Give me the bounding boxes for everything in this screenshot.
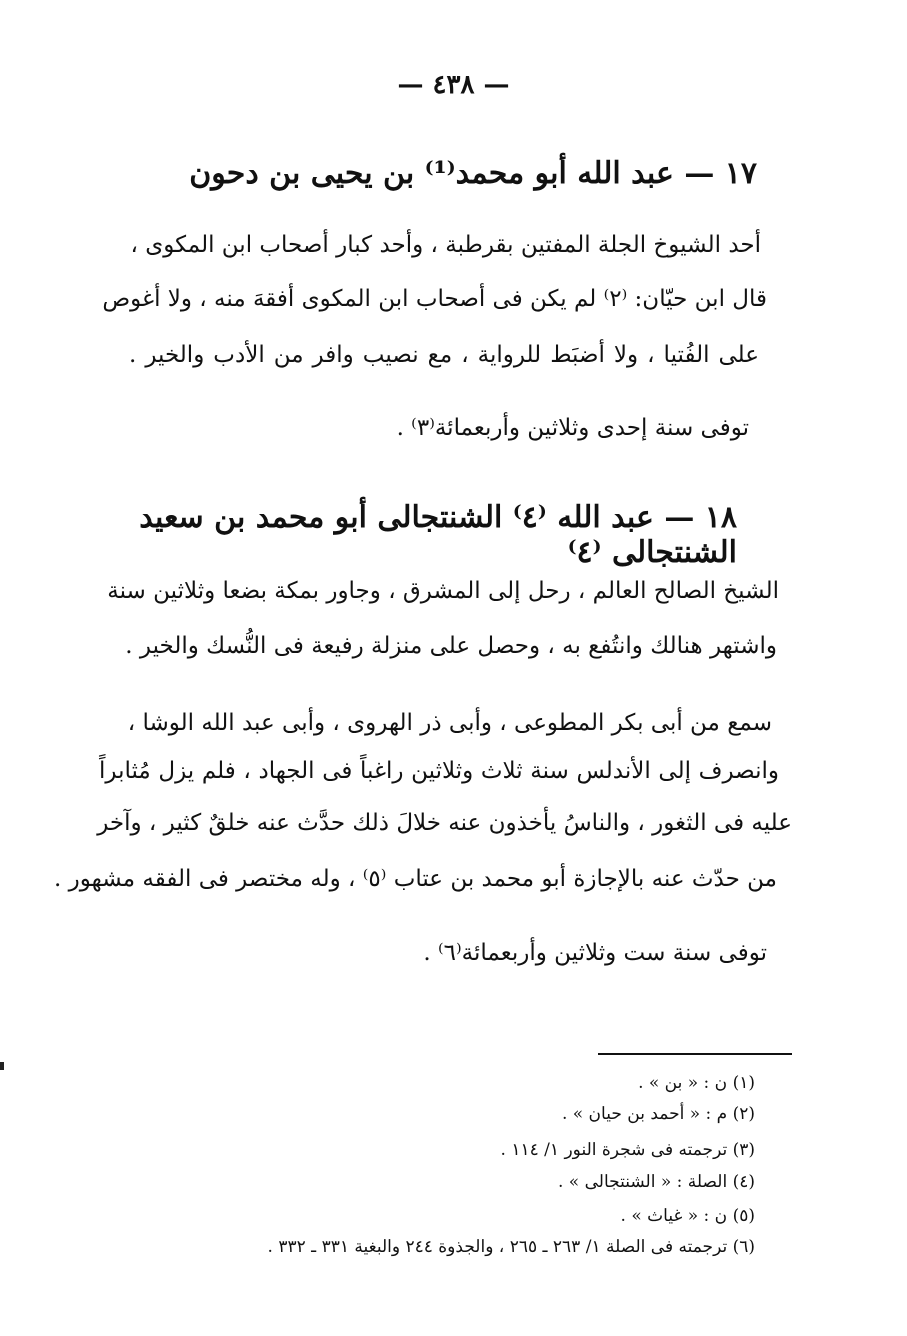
footnote-3: (٣) ترجمته فى شجرة النور ١/ ١١٤ . (500, 1140, 755, 1160)
entry-18-line-2: واشتهر هنالك وانتُفع به ، وحصل على منزلة رفيعة فى النُّسك والخير . (125, 633, 777, 659)
entry-18-line-1: الشيخ الصالح العالم ، رحل إلى المشرق ، وجاور بمكة بضعا وثلاثين سنة (107, 578, 779, 604)
entry-18-title: ١٨ — عبد الله ⁽٤⁾ الشنتجالى أبو محمد بن سعيد الشنتجالى ⁽٤⁾ (139, 500, 737, 570)
entry-18-line-5: عليه فى الثغور ، والناسُ يأخذون عنه خلالَ ذلك حدَّث عنه خلقٌ كثير ، وآخر (97, 810, 792, 836)
page-number: — ٤٣٨ — (397, 70, 510, 100)
entry-18-death-date: توفى سنة ست وثلاثين وأربعمائة⁽٦⁾ . (423, 940, 767, 966)
entry-18-line-4: وانصرف إلى الأندلس سنة ثلاث وثلاثين راغباً فى الجهاد ، فلم يزل مُثابراً (99, 758, 779, 784)
footnote-5: (٥) ن : « غياث » . (620, 1206, 755, 1226)
footnote-4: (٤) الصلة : « الشنتجالى » . (558, 1172, 755, 1192)
footnote-6: (٦) ترجمته فى الصلة ١/ ٢٦٣ ـ ٢٦٥ ، والجذوة ٢٤٤ والبغية ٣٣١ ـ ٣٣٢ . (267, 1237, 755, 1257)
entry-18-line-3: سمع من أبى بكر المطوعى ، وأبى ذر الهروى ، وأبى عبد الله الوشا ، (127, 710, 772, 736)
entry-17-line-1: أحد الشيوخ الجلة المفتين بقرطبة ، وأحد كبار أصحاب ابن المكوى ، (130, 232, 761, 258)
entry-17-line-2: قال ابن حيّان: ⁽٢⁾ لم يكن فى أصحاب ابن المكوى أفقهَ منه ، ولا أغوص (102, 286, 767, 312)
footnote-separator (598, 1053, 792, 1055)
entry-17-line-3: على الفُتيا ، ولا أضبَط للرواية ، مع نصيب وافر من الأدب والخير . (129, 342, 759, 368)
entry-18-line-6: من حدّث عنه بالإجازة أبو محمد بن عتاب ⁽٥⁾ ، وله مختصر فى الفقه مشهور . (54, 866, 777, 892)
footnote-2: (٢) م : « أحمد بن حيان » . (561, 1104, 755, 1124)
entry-17-death-date: توفى سنة إحدى وثلاثين وأربعمائة⁽٣⁾ . (396, 415, 749, 441)
footnote-1: (١) ن : « بن » . (638, 1073, 755, 1093)
scan-margin-mark (0, 1062, 4, 1070)
entry-17-title: ١٧ — عبد الله أبو محمد⁽¹⁾ بن يحيى بن دحون (189, 156, 757, 191)
